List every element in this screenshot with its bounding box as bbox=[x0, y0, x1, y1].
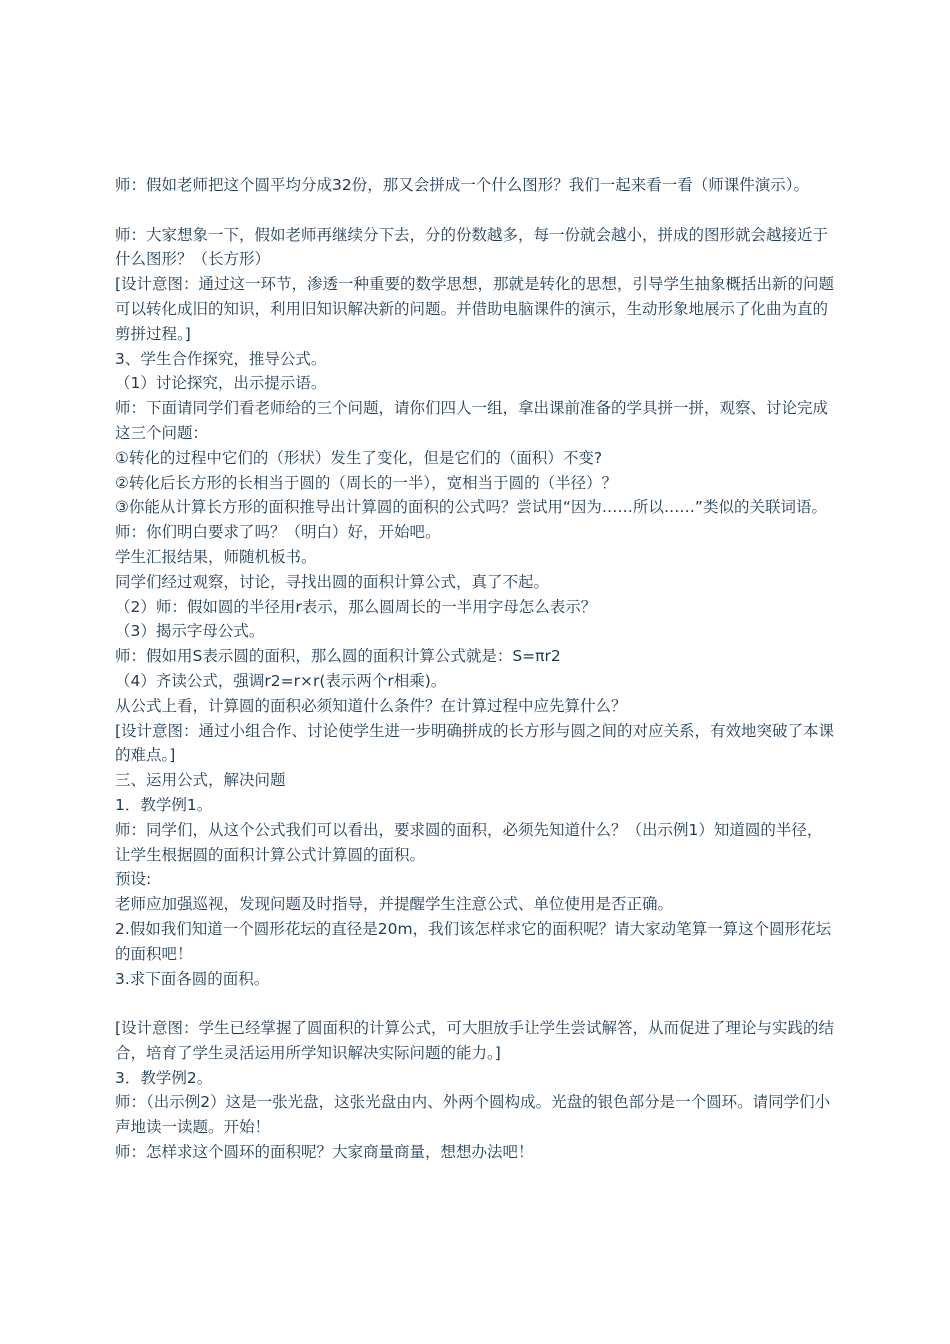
paragraph: 学生汇报结果，师随机板书。 bbox=[115, 547, 317, 566]
blank-line bbox=[115, 198, 837, 223]
section-heading: 三、运用公式，解决问题 bbox=[115, 771, 286, 790]
paragraph: 师：你们明白要求了吗？（明白）好，开始吧。 bbox=[115, 523, 441, 542]
paragraph: 同学们经过观察，讨论，寻找出圆的面积计算公式，真了不起。 bbox=[115, 572, 550, 591]
subsection-heading: 3．教学例2。 bbox=[115, 1068, 213, 1087]
paragraph: （3）揭示字母公式。 bbox=[115, 622, 265, 641]
section-heading: 3、学生合作探究，推导公式。 bbox=[115, 349, 327, 368]
design-intent-note: [设计意图：通过小组合作、讨论使学生进一步明确拼成的长方形与圆之间的对应关系，有效地突破了本课的难点。] bbox=[115, 721, 835, 765]
blank-line bbox=[115, 991, 837, 1016]
question-item: ②转化后长方形的长相当于圆的（周长的一半），宽相当于圆的（半径）？ bbox=[115, 473, 618, 492]
paragraph: 师：假如老师把这个圆平均分成32份，那又会拼成一个什么图形？我们一起来看一看（师课件演示）。 bbox=[115, 176, 809, 194]
paragraph: 预设: bbox=[115, 870, 152, 889]
design-intent-note: [设计意图：学生已经掌握了圆面积的计算公式，可大胆放手让学生尝试解答，从而促进了理论与实践的结合，培育了学生灵活运用所学知识解决实际问题的能力。] bbox=[115, 1019, 835, 1062]
paragraph: （1）讨论探究，出示提示语。 bbox=[115, 374, 327, 393]
question-item: ①转化的过程中它们的（形状）发生了变化，但是它们的（面积）不变? bbox=[115, 448, 603, 467]
paragraph: 师：大家想象一下，假如老师再继续分下去，分的份数越多，每一份就会越小，拼成的图形就会越接近于什么图形？（长方形） bbox=[115, 225, 829, 269]
paragraph: 2.假如我们知道一个圆形花坛的直径是20m，我们该怎样求它的面积呢？请大家动笔算一算这个圆形花坛的面积吧！ bbox=[115, 919, 832, 963]
paragraph: 师：同学们，从这个公式我们可以看出，要求圆的面积，必须先知道什么？（出示例1）知道圆的半径，让学生根据圆的面积计算公式计算圆的面积。 bbox=[115, 820, 823, 864]
paragraph: 3.求下面各圆的面积。 bbox=[115, 969, 270, 988]
design-intent-note: [设计意图：通过这一环节，渗透一种重要的数学思想，那就是转化的思想，引导学生抽象概括出新的问题可以转化成旧的知识，利用旧知识解决新的问题。并借助电脑课件的演示，生动形象地展示了化曲为直的剪拼过程。] bbox=[115, 275, 835, 343]
paragraph: 老师应加强巡视，发现问题及时指导，并提醒学生注意公式、单位使用是否正确。 bbox=[115, 895, 674, 914]
document-body bbox=[115, 173, 837, 1165]
paragraph: （4）齐读公式，强调r2=r×r(表示两个r相乘)。 bbox=[115, 671, 447, 690]
paragraph: （2）师：假如圆的半径用r表示，那么圆周长的一半用字母怎么表示？ bbox=[115, 597, 597, 616]
formula-paragraph: 师：假如用S表示圆的面积，那么圆的面积计算公式就是：S=πr2 bbox=[115, 647, 561, 666]
subsection-heading: 1．教学例1。 bbox=[115, 795, 213, 814]
paragraph: 师：（出示例2）这是一张光盘，这张光盘由内、外两个圆构成。光盘的银色部分是一个圆环。请同学们小声地读一读题。开始！ bbox=[115, 1093, 831, 1137]
paragraph: 师：怎样求这个圆环的面积呢？大家商量商量，想想办法吧！ bbox=[115, 1143, 534, 1162]
paragraph: 师：下面请同学们看老师给的三个问题，请你们四人一组，拿出课前准备的学具拼一拼，观察、讨论完成这三个问题： bbox=[115, 399, 829, 442]
paragraph: 从公式上看，计算圆的面积必须知道什么条件？在计算过程中应先算什么？ bbox=[115, 696, 627, 715]
question-item: ③你能从计算长方形的面积推导出计算圆的面积的公式吗？尝试用“因为……所以……”类似的关联词语。 bbox=[115, 498, 827, 517]
